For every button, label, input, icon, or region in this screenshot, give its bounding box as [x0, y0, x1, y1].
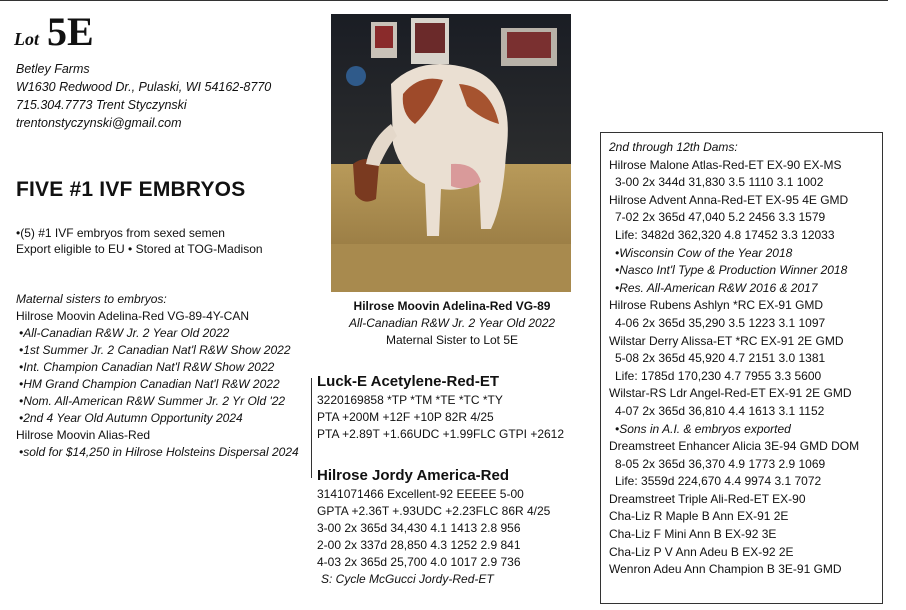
- sire-block-jordy: [317, 466, 550, 588]
- dam-name: Wenron Adeu Ann Champion B 3E-91 GMD: [609, 562, 842, 577]
- sister-achievement: •All-Canadian R&W Jr. 2 Year Old 2022: [19, 326, 230, 340]
- dam-name: Hilrose Rubens Ashlyn *RC EX-91 GMD: [609, 298, 824, 313]
- dam-record: Life: 1785d 170,230 4.7 7955 3.3 5600: [615, 368, 822, 383]
- lot-word: Lot: [14, 29, 39, 49]
- photo-caption: [310, 298, 594, 349]
- maternal-sisters: [16, 291, 299, 461]
- sister-achievement: •2nd 4 Year Old Autumn Opportunity 2024: [19, 411, 243, 425]
- dam-achievement: •Nasco Int'l Type & Production Winner 2018: [615, 263, 848, 278]
- sisters-heading: Maternal sisters to embryos:: [16, 292, 167, 306]
- detail-line: Export eligible to EU • Stored at TOG-Madison: [16, 242, 263, 256]
- dam-record: 3-00 2x 344d 31,830 3.5 1110 3.1 1002: [615, 175, 824, 190]
- caption-award: All-Canadian R&W Jr. 2 Year Old 2022: [348, 316, 556, 330]
- sister-achievement: •Nom. All-American R&W Summer Jr. 2 Yr Old '22: [19, 394, 286, 408]
- sister-achievement: •Int. Champion Canadian Nat'l R&W Show 2022: [19, 360, 275, 374]
- headline: FIVE #1 IVF EMBRYOS: [16, 178, 246, 201]
- dam-achievement: •Res. All-American R&W 2016 & 2017: [615, 280, 818, 295]
- dam-record: 4-06 2x 365d 35,290 3.5 1223 3.1 1097: [615, 315, 826, 330]
- sire-name: Hilrose Jordy America-Red: [317, 467, 510, 484]
- consignor-contact: [16, 60, 271, 132]
- phone: 715.304.7773 Trent Styczynski: [16, 98, 187, 112]
- sister-name: Hilrose Moovin Alias-Red: [16, 428, 151, 442]
- sire-block-acetylene: [317, 372, 564, 443]
- sire-line: 3141071466 Excellent-92 EEEEE 5-00: [317, 487, 524, 501]
- dams-heading: 2nd through 12th Dams:: [609, 140, 738, 154]
- dam-name: Cha-Liz P V Ann Adeu B EX-92 2E: [609, 544, 794, 559]
- sire-of-sire: S: Cycle McGucci Jordy-Red-ET: [321, 572, 494, 586]
- farm-name: Betley Farms: [16, 62, 90, 76]
- dam-record: Life: 3559d 224,670 4.4 9974 3.1 7072: [615, 474, 822, 489]
- dam-achievement: •Sons in A.I. & embryos exported: [615, 421, 791, 436]
- dam-name: Cha-Liz F Mini Ann B EX-92 3E: [609, 527, 777, 542]
- dam-name: Hilrose Advent Anna-Red-ET EX-95 4E GMD: [609, 192, 849, 207]
- sire-divider: [311, 378, 312, 478]
- sire-line: 3-00 2x 365d 34,430 4.1 1413 2.8 956: [317, 521, 521, 535]
- detail-line: •(5) #1 IVF embryos from sexed semen: [16, 226, 225, 240]
- lot-number: [14, 8, 94, 55]
- dam-achievement: •Wisconsin Cow of the Year 2018: [615, 245, 793, 260]
- caption-name: Hilrose Moovin Adelina-Red VG-89: [353, 299, 551, 313]
- dam-record: 8-05 2x 365d 36,370 4.9 1773 2.9 1069: [615, 456, 826, 471]
- top-rule: [0, 0, 888, 1]
- dam-name: Dreamstreet Triple Ali-Red-ET EX-90: [609, 491, 806, 506]
- dam-name: Wilstar-RS Ldr Angel-Red-ET EX-91 2E GMD: [609, 386, 852, 401]
- sire-line: 4-03 2x 365d 25,700 4.0 1017 2.9 736: [317, 555, 521, 569]
- dam-name: Hilrose Malone Atlas-Red-ET EX-90 EX-MS: [609, 157, 842, 172]
- address: W1630 Redwood Dr., Pulaski, WI 54162-8770: [16, 80, 272, 94]
- dams-box: [600, 132, 883, 604]
- sister-name: Hilrose Moovin Adelina-Red VG-89-4Y-CAN: [16, 309, 249, 323]
- caption-note: Maternal Sister to Lot 5E: [385, 333, 519, 347]
- dam-record: 5-08 2x 365d 45,920 4.7 2151 3.0 1381: [615, 351, 826, 366]
- dam-record: 7-02 2x 365d 47,040 5.2 2456 3.3 1579: [615, 210, 826, 225]
- email: trentonstyczynski@gmail.com: [16, 116, 182, 130]
- cow-photo-image: [331, 14, 571, 292]
- sister-achievement: •1st Summer Jr. 2 Canadian Nat'l R&W Show 2022: [19, 343, 291, 357]
- sire-line: 2-00 2x 337d 28,850 4.3 1252 2.9 841: [317, 538, 521, 552]
- sire-line: GPTA +2.36T +.93UDC +2.23FLC 86R 4/25: [317, 504, 551, 518]
- embryo-details: [16, 225, 263, 257]
- dam-name: Wilstar Derry Alissa-ET *RC EX-91 2E GMD: [609, 333, 844, 348]
- sire-line: PTA +200M +12F +10P 82R 4/25: [317, 410, 494, 424]
- sire-line: 3220169858 *TP *TM *TE *TC *TY: [317, 393, 503, 407]
- dam-name: Cha-Liz R Maple B Ann EX-91 2E: [609, 509, 789, 524]
- cow-photo: [331, 14, 571, 292]
- sire-name: Luck-E Acetylene-Red-ET: [317, 373, 499, 390]
- sire-line: PTA +2.89T +1.66UDC +1.99FLC GTPI +2612: [317, 427, 565, 441]
- sister-achievement: •HM Grand Champion Canadian Nat'l R&W 2022: [19, 377, 280, 391]
- sister-achievement: •sold for $14,250 in Hilrose Holsteins Dispersal 2024: [19, 445, 299, 459]
- dam-record: Life: 3482d 362,320 4.8 17452 3.3 12033: [615, 227, 835, 242]
- dam-record: 4-07 2x 365d 36,810 4.4 1613 3.1 1152: [615, 403, 825, 418]
- dam-name: Dreamstreet Enhancer Alicia 3E-94 GMD DOM: [609, 439, 860, 454]
- lot-id: 5E: [47, 9, 94, 54]
